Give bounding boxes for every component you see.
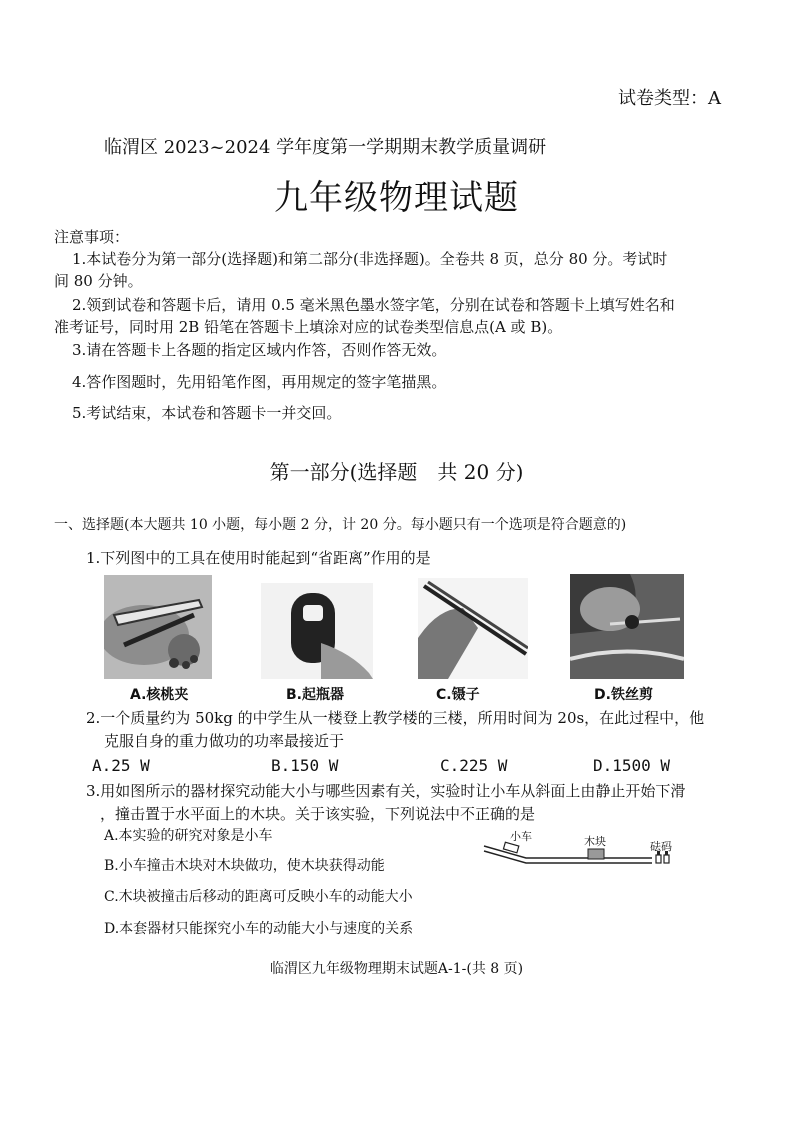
notice-item-1-cont: 间 80 分钟。	[54, 272, 143, 290]
q1-option-a: A.核桃夹	[130, 687, 189, 703]
nutcracker-image	[104, 575, 212, 679]
q1-option-d: D.铁丝剪	[594, 687, 653, 703]
notice-item-4: 4.答作图题时，先用铅笔作图，再用规定的签字笔描黑。	[72, 373, 447, 391]
weights-label: 砝码	[650, 840, 672, 853]
q1-option-b: B.起瓶器	[286, 687, 344, 703]
section-title: 第一部分(选择题 共 20 分)	[269, 460, 524, 484]
notice-item-1: 1.本试卷分为第一部分(选择题)和第二部分(非选择题)。全卷共 8 页，总分 80 分。考试时	[72, 250, 668, 268]
q3-option-a: A.本实验的研究对象是小车	[104, 828, 273, 844]
notice-item-2: 2.领到试卷和答题卡后，请用 0.5 毫米黑色墨水签字笔，分别在试卷和答题卡上填写姓名和	[72, 296, 675, 314]
notice-item-3: 3.请在答题卡上各题的指定区域内作答，否则作答无效。	[72, 341, 447, 359]
q1-option-c: C.镊子	[436, 687, 480, 703]
q2-option-b: B.150 W	[271, 756, 339, 775]
exam-subtitle: 临渭区 2023~2024 学年度第一学期期末教学质量调研	[104, 137, 547, 158]
q2-option-a: A.25 W	[92, 756, 150, 775]
paper-type: 试卷类型：A	[618, 88, 721, 109]
tweezers-image	[418, 578, 528, 679]
notice-item-5: 5.考试结束，本试卷和答题卡一并交回。	[72, 404, 342, 422]
wire-cutter-image	[570, 574, 684, 679]
q2-option-d: D.1500 W	[593, 756, 671, 775]
question-3-stem: 3.用如图所示的器材探究动能大小与哪些因素有关，实验时让小车从斜面上由静止开始下滑	[86, 782, 686, 800]
block-shape	[588, 849, 604, 859]
q2-option-c: C.225 W	[440, 756, 508, 775]
question-1-stem: 1.下列图中的工具在使用时能起到“省距离”作用的是	[86, 549, 431, 567]
q3-option-b: B.小车撞击木块对木块做功，使木块获得动能	[104, 858, 385, 874]
question-2-stem: 2.一个质量约为 50kg 的中学生从一楼登上教学楼的三楼，所用时间为 20s，在此过程中，他	[86, 709, 705, 727]
weight-2	[664, 855, 669, 863]
notice-heading: 注意事项：	[54, 228, 130, 246]
q3-option-d: D.本套器材只能探究小车的动能大小与速度的关系	[104, 921, 414, 937]
block-label: 木块	[584, 835, 606, 848]
question-2-stem-cont: 克服自身的重力做功的功率最接近于	[104, 732, 345, 750]
notice-item-2-cont: 准考证号，同时用 2B 铅笔在答题卡上填涂对应的试卷类型信息点(A 或 B)。	[54, 318, 563, 336]
question-3-stem-cont: ，撞击置于水平面上的木块。关于该实验，下列说法中不正确的是	[100, 805, 536, 823]
q3-option-c: C.木块被撞击后移动的距离可反映小车的动能大小	[104, 889, 413, 905]
incline-diagram	[482, 828, 682, 872]
page-footer: 临渭区九年级物理期末试题A-1-(共 8 页)	[269, 961, 524, 977]
section-instruction: 一、选择题(本大题共 10 小题，每小题 2 分，计 20 分。每小题只有一个选项是符合题意的)	[54, 517, 627, 533]
car-label: 小车	[510, 830, 532, 843]
weight-1	[656, 855, 661, 863]
bottle-opener-image	[261, 583, 373, 679]
page-title: 九年级物理试题	[274, 178, 519, 218]
